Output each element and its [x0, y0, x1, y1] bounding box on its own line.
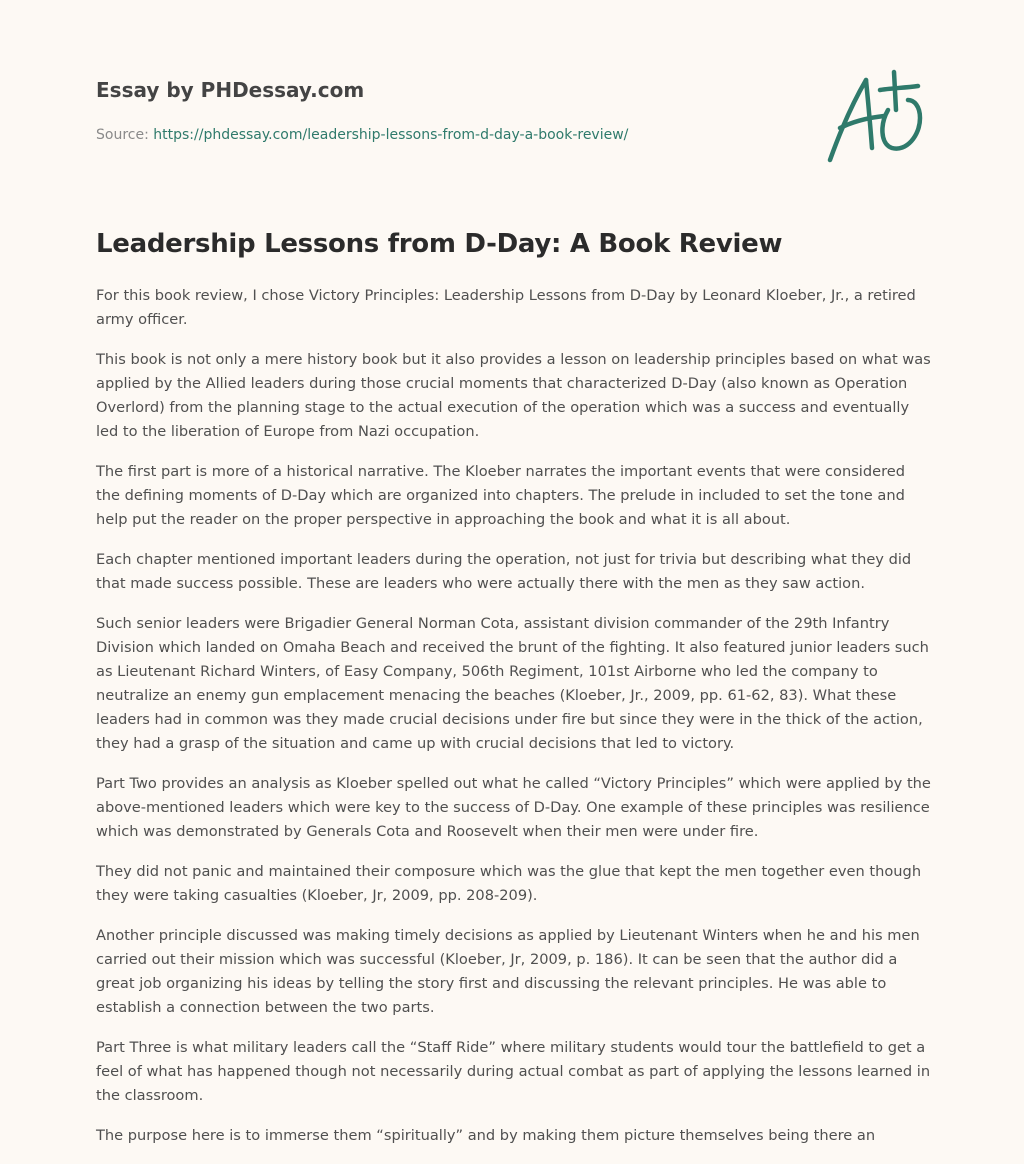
essay-paragraph: This book is not only a mere history book but it also provides a lesson on leadership principles based on what was applied by the Allied leaders during those crucial moments that characterized D-Day (also known as Operation Overlord) from the planning stage to the actual execution of the operation which was a success and eventually led to the liberation of Europe from Nazi occupation.: [96, 351, 931, 440]
a-plus-logo-svg: [822, 66, 928, 166]
page-header: [96, 74, 816, 146]
essay-paragraph: Another principle discussed was making timely decisions as applied by Lieutenant Winters when he and his men carried out their mission which was successful (Kloeber, Jr, 2009, p. 186). It can be seen that the author did a great job organizing his ideas by telling the story first and discussing the relevant principles. He was able to establish a connection between the two parts.: [96, 927, 920, 1016]
essay-paragraph: For this book review, I chose Victory Principles: Leadership Lessons from D-Day by Leonard Kloeber, Jr., a retired army officer.: [96, 287, 916, 328]
essay-paragraph: Each chapter mentioned important leaders during the operation, not just for trivia but describing what they did that made success possible. These are leaders who were actually there with the men as they saw action.: [96, 551, 912, 592]
site-title: Essay by PHDessay.com: [96, 78, 365, 102]
essay-paragraph: Part Two provides an analysis as Kloeber spelled out what he called “Victory Principles” which were applied by the above-mentioned leaders which were key to the success of D-Day. One example of these principles was resilience which was demonstrated by Generals Cota and Roosevelt when their men were under fire.: [96, 775, 931, 840]
essay-paragraph: They did not panic and maintained their composure which was the glue that kept the men together even though they were taking casualties (Kloeber, Jr, 2009, pp. 208-209).: [96, 863, 922, 904]
essay-paragraph: The first part is more of a historical narrative. The Kloeber narrates the important events that were considered the defining moments of D-Day which are organized into chapters. The prelude in included to set the tone and help put the reader on the proper perspective in approaching the book and what it is all about.: [96, 463, 906, 528]
essay-paragraph: Such senior leaders were Brigadier General Norman Cota, assistant division commander of the 29th Infantry Division which landed on Omaha Beach and received the brunt of the fighting. It also featured junior leaders such as Lieutenant Richard Winters, of Easy Company, 506th Regiment, 101st Airborne who led the company to neutralize an enemy gun emplacement menacing the beaches (Kloeber, Jr., 2009, pp. 61-62, 83). What these leaders had in common was they made crucial decisions under fire but since they were in the thick of the action, they had a grasp of the situation and came up with crucial decisions that led to victory.: [96, 615, 929, 752]
a-plus-grade-icon: [822, 66, 928, 166]
essay-paragraph: Part Three is what military leaders call the “Staff Ride” where military students would tour the battlefield to get a feel of what has happened though not necessarily during actual combat as part of applying the lessons learned in the classroom.: [96, 1039, 931, 1104]
source-link[interactable]: https://phdessay.com/leadership-lessons-from-d-day-a-book-review/: [153, 127, 629, 143]
source-line: [96, 124, 816, 146]
essay-content: [96, 224, 931, 1164]
essay-title: Leadership Lessons from D-Day: A Book Review: [96, 229, 783, 259]
essay-paragraph: The purpose here is to immerse them “spiritually” and by making them picture themselves being there an: [96, 1127, 876, 1144]
source-label: Source:: [96, 127, 154, 143]
